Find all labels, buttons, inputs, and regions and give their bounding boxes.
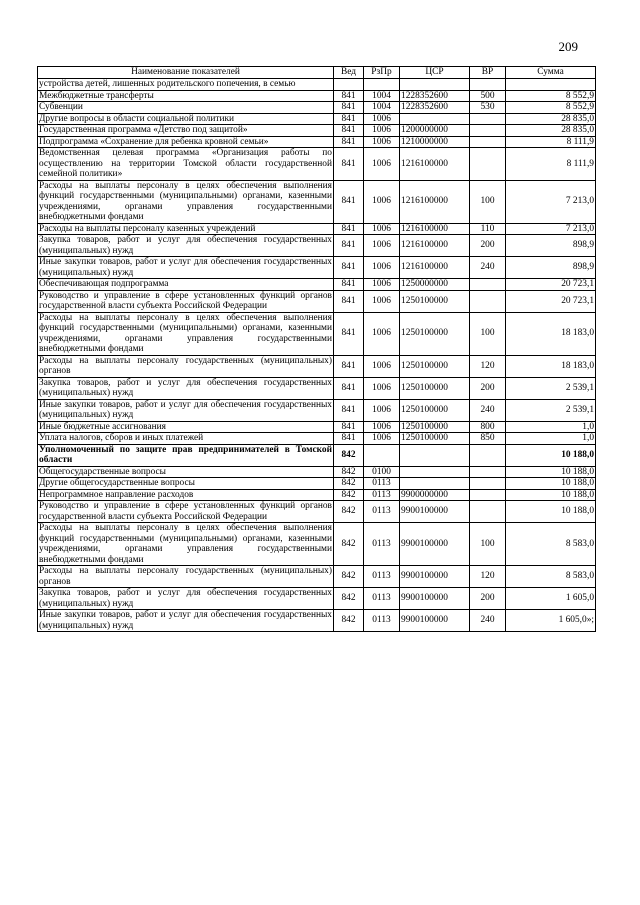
cell-sum: 18 183,0: [506, 355, 596, 377]
cell-rzpr: 1006: [364, 421, 400, 433]
cell-vr: [470, 125, 506, 137]
cell-ved: 841: [334, 136, 364, 148]
cell-rzpr: [364, 79, 400, 91]
table-row: [38, 290, 596, 312]
cell-ved: 842: [334, 466, 364, 478]
cell-csr: 1216100000: [400, 180, 470, 223]
cell-name: Руководство и управление в сфере установленных функций органов государственной власти субъекта Российской Федерации: [39, 290, 332, 311]
cell-ved: 841: [334, 125, 364, 137]
cell-vr: 240: [470, 257, 506, 279]
cell-rzpr: 1006: [364, 113, 400, 125]
cell-sum: 28 835,0: [506, 113, 596, 125]
cell-vr: 200: [470, 588, 506, 610]
cell-rzpr: 1006: [364, 399, 400, 421]
header-csr: ЦСР: [400, 67, 470, 79]
cell-name: Закупка товаров, работ и услуг для обеспечения государственных (муниципальных) нужд: [39, 377, 332, 398]
cell-csr: 9900100000: [400, 610, 470, 632]
cell-rzpr: [364, 444, 400, 466]
cell-ved: 841: [334, 235, 364, 257]
cell-csr: 1250100000: [400, 355, 470, 377]
cell-csr: 1200000000: [400, 125, 470, 137]
cell-sum: 1,0: [506, 421, 596, 433]
cell-vr: 800: [470, 421, 506, 433]
cell-ved: 842: [334, 444, 364, 466]
cell-csr: 1216100000: [400, 223, 470, 235]
cell-name: Уполномоченный по защите прав предпринимателей в Томской области: [39, 444, 332, 465]
cell-vr: [470, 290, 506, 312]
cell-vr: 110: [470, 223, 506, 235]
cell-rzpr: 1006: [364, 355, 400, 377]
cell-rzpr: 1006: [364, 279, 400, 291]
cell-csr: 1250000000: [400, 279, 470, 291]
cell-csr: 1210000000: [400, 136, 470, 148]
cell-sum: 1 605,0: [506, 588, 596, 610]
cell-ved: 841: [334, 113, 364, 125]
cell-sum: 10 188,0: [506, 501, 596, 523]
cell-csr: 9900100000: [400, 566, 470, 588]
cell-rzpr: 0113: [364, 588, 400, 610]
cell-rzpr: 0113: [364, 478, 400, 490]
cell-csr: [400, 466, 470, 478]
cell-ved: 842: [334, 489, 364, 501]
table-row: [38, 566, 596, 588]
cell-vr: [470, 79, 506, 91]
cell-csr: 9900100000: [400, 501, 470, 523]
cell-csr: 9900100000: [400, 588, 470, 610]
cell-vr: 100: [470, 180, 506, 223]
cell-name: Закупка товаров, работ и услуг для обеспечения государственных (муниципальных) нужд: [39, 235, 332, 256]
cell-vr: 120: [470, 566, 506, 588]
table-body: [38, 79, 596, 632]
table-row: [38, 421, 596, 433]
cell-csr: 1216100000: [400, 257, 470, 279]
cell-ved: 841: [334, 312, 364, 355]
cell-rzpr: 0113: [364, 610, 400, 632]
table-row: [38, 466, 596, 478]
cell-ved: 842: [334, 523, 364, 566]
cell-sum: 10 188,0: [506, 478, 596, 490]
table-row: [38, 312, 596, 355]
cell-sum: 2 539,1: [506, 377, 596, 399]
cell-name: Руководство и управление в сфере установленных функций органов государственной власти субъекта Российской Федерации: [39, 501, 332, 522]
budget-table: [37, 66, 596, 632]
cell-vr: 240: [470, 399, 506, 421]
cell-sum: 8 583,0: [506, 523, 596, 566]
cell-vr: [470, 279, 506, 291]
cell-name: Иные закупки товаров, работ и услуг для обеспечения государственных (муниципальных) нужд: [39, 399, 332, 420]
cell-vr: [470, 148, 506, 181]
cell-sum: 898,9: [506, 257, 596, 279]
table-row: [38, 523, 596, 566]
cell-csr: 1228352600: [400, 102, 470, 114]
cell-sum: 8 111,9: [506, 148, 596, 181]
table-row: [38, 180, 596, 223]
cell-sum: 7 213,0: [506, 223, 596, 235]
cell-rzpr: 1006: [364, 125, 400, 137]
cell-vr: 100: [470, 312, 506, 355]
cell-vr: [470, 501, 506, 523]
cell-ved: 841: [334, 223, 364, 235]
cell-sum: 1 605,0»;: [506, 610, 596, 632]
table-row: [38, 223, 596, 235]
cell-name: Другие вопросы в области социальной политики: [38, 113, 334, 125]
table-row: [38, 79, 596, 91]
cell-ved: 841: [334, 355, 364, 377]
cell-vr: 850: [470, 433, 506, 445]
cell-csr: [400, 478, 470, 490]
cell-sum: 18 183,0: [506, 312, 596, 355]
cell-vr: [470, 136, 506, 148]
cell-sum: 10 188,0: [506, 466, 596, 478]
cell-vr: 240: [470, 610, 506, 632]
cell-sum: 898,9: [506, 235, 596, 257]
table-row: [38, 399, 596, 421]
cell-name: Иные закупки товаров, работ и услуг для обеспечения государственных (муниципальных) нужд: [39, 610, 332, 631]
table-row: [38, 489, 596, 501]
cell-csr: 1250100000: [400, 421, 470, 433]
cell-name: устройства детей, лишенных родительского попечения, в семью: [38, 79, 334, 91]
cell-name: Непрограммное направление расходов: [38, 489, 334, 501]
cell-csr: [400, 79, 470, 91]
cell-ved: 841: [334, 279, 364, 291]
cell-rzpr: 1006: [364, 235, 400, 257]
table-row: [38, 355, 596, 377]
cell-vr: 100: [470, 523, 506, 566]
cell-vr: 530: [470, 102, 506, 114]
cell-rzpr: 1006: [364, 290, 400, 312]
cell-ved: 842: [334, 566, 364, 588]
cell-name: Уплата налогов, сборов и иных платежей: [38, 433, 334, 445]
cell-name: Закупка товаров, работ и услуг для обеспечения государственных (муниципальных) нужд: [39, 588, 332, 609]
table-row: [38, 136, 596, 148]
cell-ved: 841: [334, 290, 364, 312]
cell-name: Расходы на выплаты персоналу государственных (муниципальных) органов: [39, 355, 332, 376]
cell-ved: [334, 79, 364, 91]
cell-sum: 7 213,0: [506, 180, 596, 223]
cell-vr: [470, 489, 506, 501]
cell-rzpr: 1004: [364, 90, 400, 102]
cell-rzpr: 1006: [364, 257, 400, 279]
cell-csr: 1250100000: [400, 377, 470, 399]
cell-rzpr: 1006: [364, 180, 400, 223]
cell-csr: 9900100000: [400, 523, 470, 566]
cell-name: Общегосударственные вопросы: [38, 466, 334, 478]
cell-name: Межбюджетные трансферты: [38, 90, 334, 102]
cell-ved: 841: [334, 90, 364, 102]
cell-ved: 842: [334, 610, 364, 632]
table-row: [38, 478, 596, 490]
table-row: [38, 113, 596, 125]
cell-csr: 1250100000: [400, 312, 470, 355]
cell-csr: [400, 444, 470, 466]
cell-sum: 10 188,0: [506, 444, 596, 466]
cell-csr: 1228352600: [400, 90, 470, 102]
cell-vr: 200: [470, 235, 506, 257]
cell-ved: 841: [334, 180, 364, 223]
cell-name: Расходы на выплаты персоналу в целях обеспечения выполнения функций государственными (муниципальными) органами, казенными учреждениями, органами управления государственными внебюджетными фондами: [39, 312, 332, 354]
cell-sum: 20 723,1: [506, 290, 596, 312]
cell-sum: 2 539,1: [506, 399, 596, 421]
cell-rzpr: 0113: [364, 489, 400, 501]
cell-vr: 500: [470, 90, 506, 102]
cell-vr: 120: [470, 355, 506, 377]
cell-ved: 842: [334, 501, 364, 523]
cell-vr: [470, 444, 506, 466]
cell-rzpr: 0113: [364, 501, 400, 523]
cell-sum: [506, 79, 596, 91]
page-number: 209: [558, 39, 578, 54]
cell-sum: 10 188,0: [506, 489, 596, 501]
table-row: [38, 501, 596, 523]
cell-csr: 1250100000: [400, 433, 470, 445]
header-name: Наименование показателей: [38, 67, 334, 79]
table-row: [38, 148, 596, 181]
cell-vr: [470, 478, 506, 490]
cell-sum: 20 723,1: [506, 279, 596, 291]
cell-rzpr: 1006: [364, 223, 400, 235]
cell-name: Расходы на выплаты персоналу государственных (муниципальных) органов: [39, 566, 332, 587]
cell-sum: 8 583,0: [506, 566, 596, 588]
cell-ved: 841: [334, 102, 364, 114]
cell-name: Иные закупки товаров, работ и услуг для обеспечения государственных (муниципальных) нужд: [39, 257, 332, 278]
cell-ved: 842: [334, 478, 364, 490]
cell-csr: [400, 113, 470, 125]
table-header-row: [38, 67, 596, 79]
cell-csr: 9900000000: [400, 489, 470, 501]
cell-name: Подпрограмма «Сохранение для ребенка кровной семьи»: [38, 136, 334, 148]
header-vr: ВР: [470, 67, 506, 79]
cell-rzpr: 0113: [364, 566, 400, 588]
cell-vr: [470, 466, 506, 478]
cell-name: Ведомственная целевая программа «Организация работы по осуществлению на территории Томской области государственной семейной политики»: [39, 148, 332, 179]
cell-rzpr: 1004: [364, 102, 400, 114]
table-row: [38, 279, 596, 291]
cell-rzpr: 1006: [364, 377, 400, 399]
header-sum: Сумма: [506, 67, 596, 79]
cell-ved: 841: [334, 399, 364, 421]
table-row: [38, 588, 596, 610]
cell-csr: 1250100000: [400, 399, 470, 421]
cell-name: Расходы на выплаты персоналу в целях обеспечения выполнения функций государственными (муниципальными) органами, казенными учреждениями, органами управления государственными внебюджетными фондами: [39, 180, 332, 222]
cell-rzpr: 0100: [364, 466, 400, 478]
cell-sum: 8 111,9: [506, 136, 596, 148]
cell-name: Расходы на выплаты персоналу в целях обеспечения выполнения функций государственными (муниципальными) органами, казенными учреждениями, органами управления государственными внебюджетными фондами: [39, 523, 332, 565]
cell-sum: 8 552,9: [506, 90, 596, 102]
cell-csr: 1216100000: [400, 235, 470, 257]
cell-rzpr: 1006: [364, 312, 400, 355]
header-rzpr: РзПр: [364, 67, 400, 79]
table-row: [38, 444, 596, 466]
cell-sum: 28 835,0: [506, 125, 596, 137]
cell-csr: 1216100000: [400, 148, 470, 181]
cell-rzpr: 1006: [364, 148, 400, 181]
cell-name: Иные бюджетные ассигнования: [38, 421, 334, 433]
cell-rzpr: 1006: [364, 136, 400, 148]
table-row: [38, 610, 596, 632]
cell-ved: 841: [334, 377, 364, 399]
cell-name: Другие общегосударственные вопросы: [38, 478, 334, 490]
cell-sum: 1,0: [506, 433, 596, 445]
table-row: [38, 125, 596, 137]
cell-csr: 1250100000: [400, 290, 470, 312]
cell-ved: 841: [334, 148, 364, 181]
table-row: [38, 257, 596, 279]
table-row: [38, 377, 596, 399]
cell-vr: 200: [470, 377, 506, 399]
cell-name: Обеспечивающая подпрограмма: [38, 279, 334, 291]
cell-ved: 841: [334, 257, 364, 279]
cell-ved: 842: [334, 588, 364, 610]
cell-rzpr: 1006: [364, 433, 400, 445]
cell-name: Субвенции: [38, 102, 334, 114]
cell-name: Государственная программа «Детство под защитой»: [38, 125, 334, 137]
table-row: [38, 433, 596, 445]
cell-ved: 841: [334, 433, 364, 445]
table-row: [38, 90, 596, 102]
header-ved: Вед: [334, 67, 364, 79]
cell-rzpr: 0113: [364, 523, 400, 566]
cell-name: Расходы на выплаты персоналу казенных учреждений: [38, 223, 334, 235]
table-row: [38, 102, 596, 114]
cell-ved: 841: [334, 421, 364, 433]
cell-vr: [470, 113, 506, 125]
table-row: [38, 235, 596, 257]
cell-sum: 8 552,9: [506, 102, 596, 114]
